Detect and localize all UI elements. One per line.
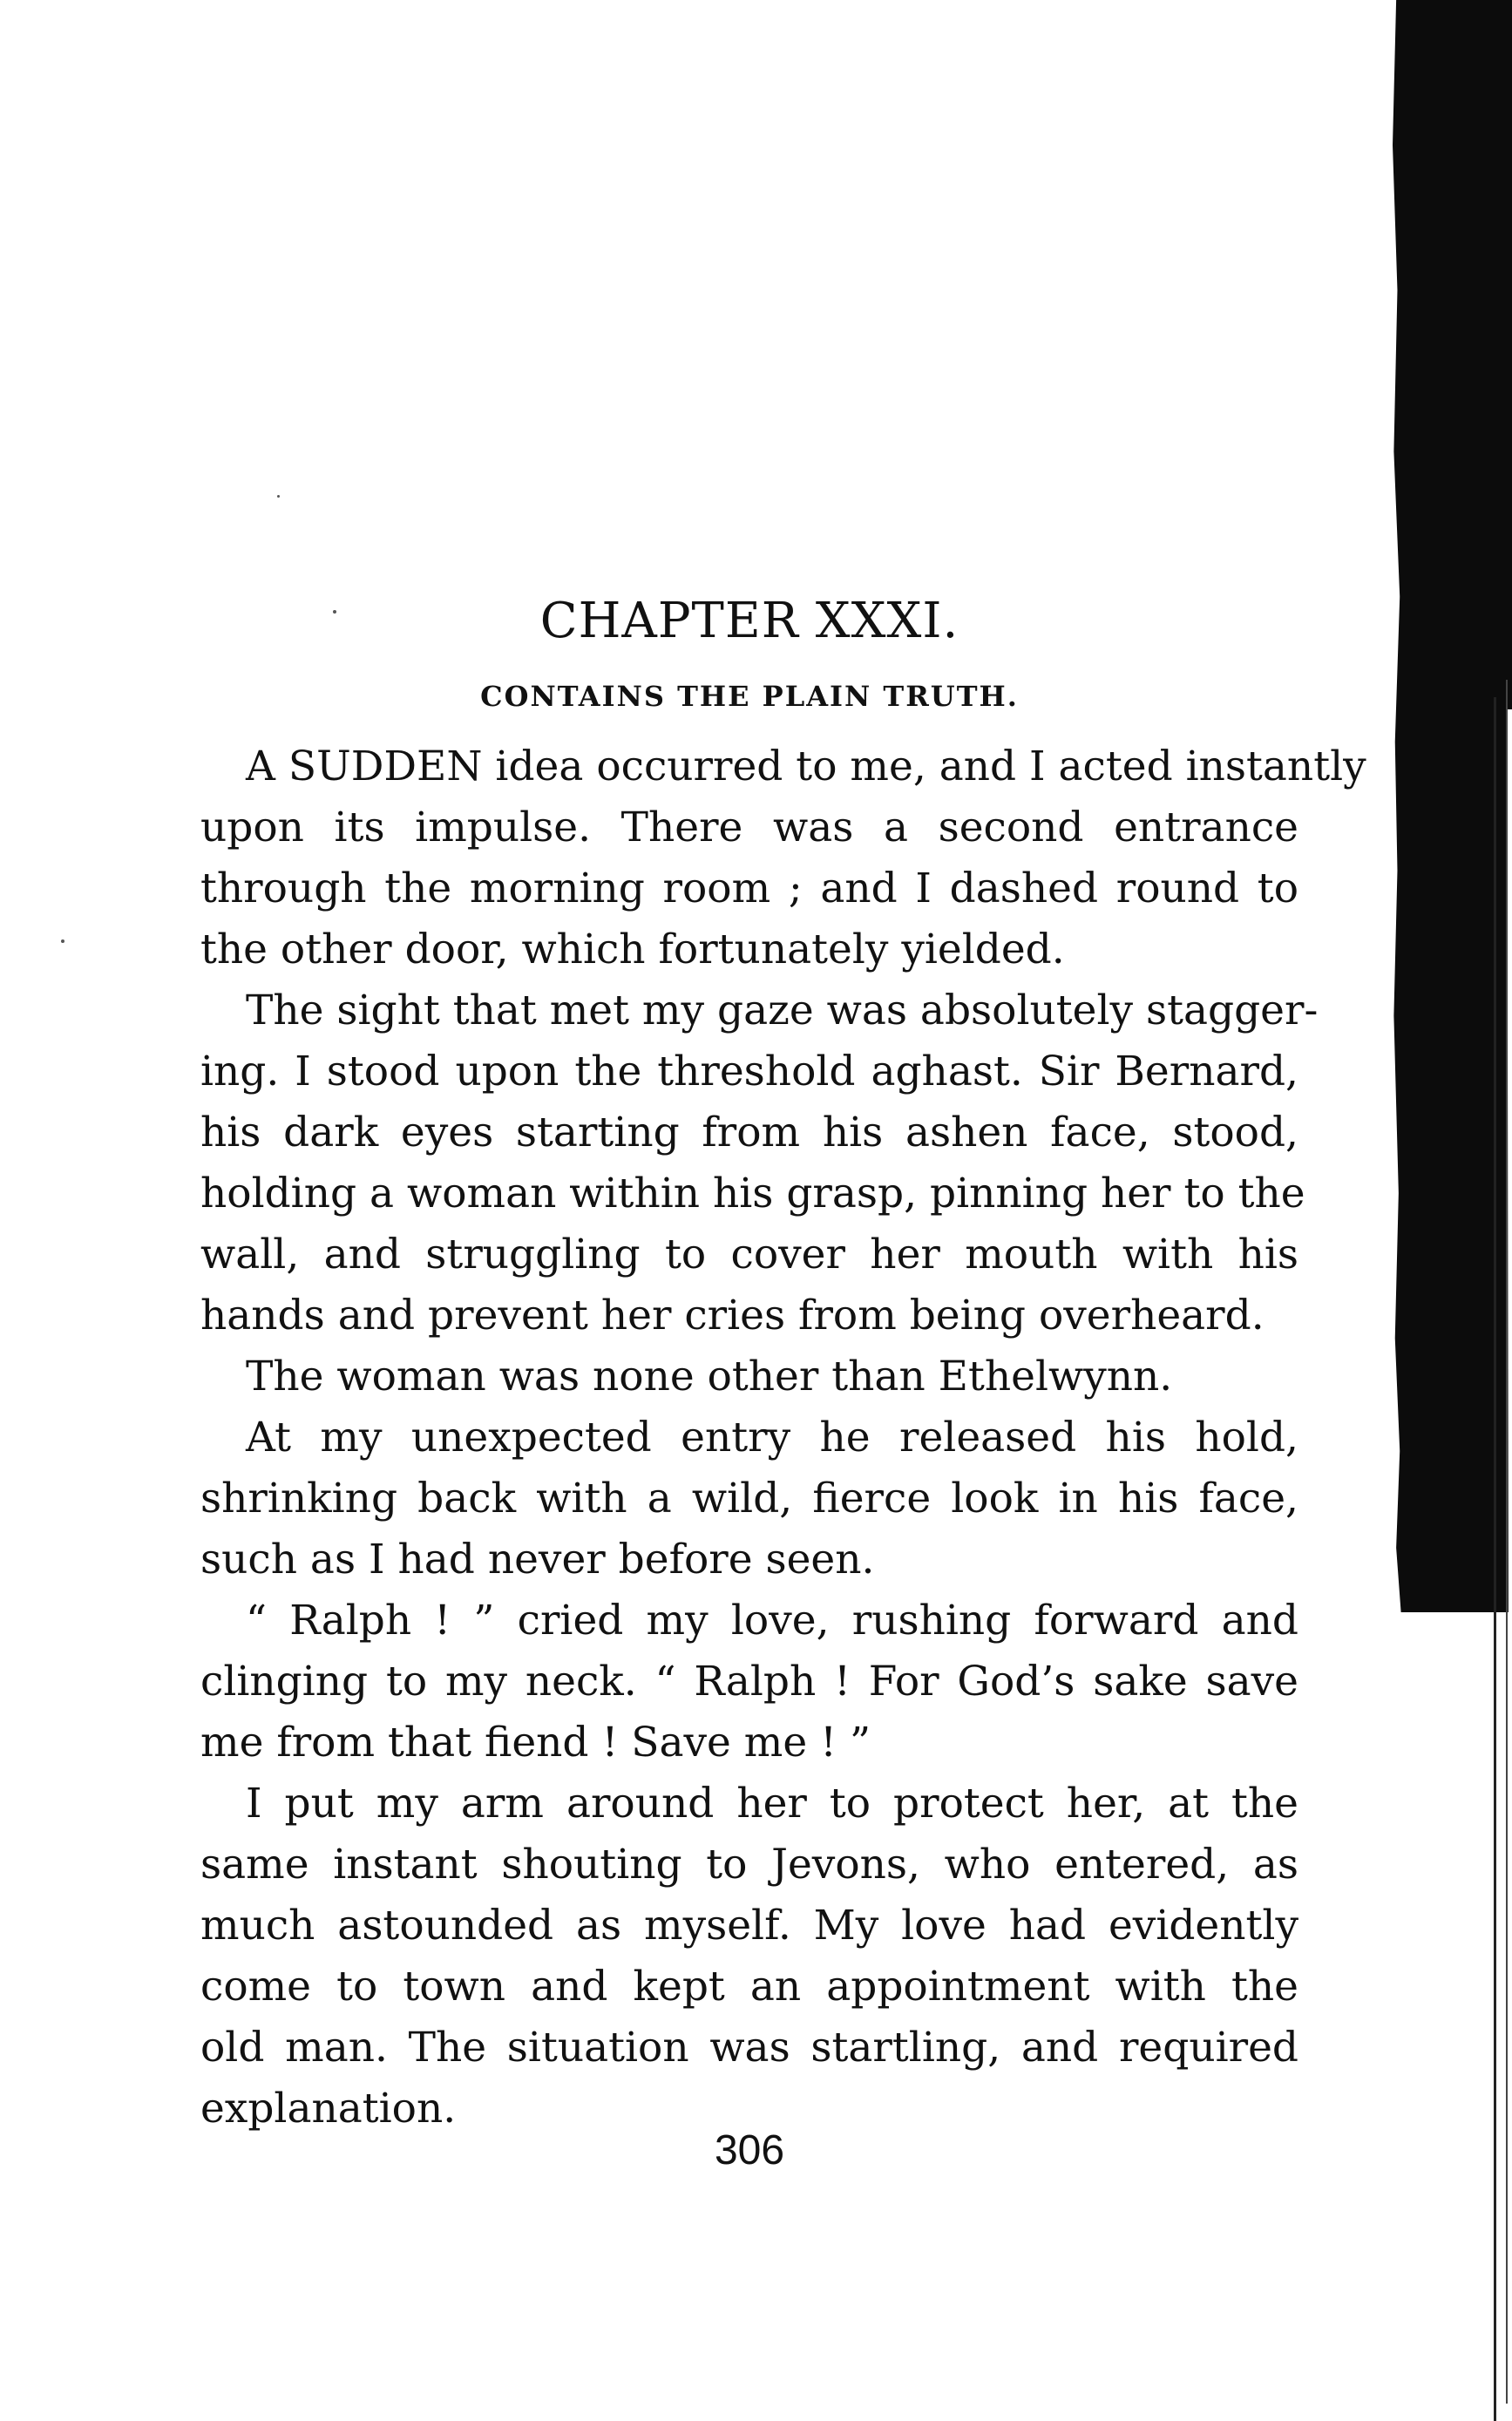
- text-line: such as I had never before seen.: [200, 1536, 875, 1583]
- text-line: old man. The situation was startling, and required: [200, 2024, 1298, 2072]
- page-edge-line: [1494, 697, 1496, 2421]
- text-line: much astounded as myself. My love had evidently: [200, 1902, 1298, 1950]
- text-line: upon its impulse. There was a second entrance: [200, 804, 1298, 851]
- text-line: wall, and struggling to cover her mouth with his: [200, 1231, 1298, 1278]
- text-line: explanation.: [200, 2085, 457, 2133]
- chapter-body: [200, 736, 1366, 2140]
- text-line: hands and prevent her cries from being overheard.: [200, 1292, 1265, 1339]
- scan-speck: [61, 939, 64, 943]
- text-line: The sight that met my gaze was absolutely stagger-: [246, 987, 1319, 1034]
- text-line: I put my arm around her to protect her, at the: [246, 1780, 1298, 1828]
- text-line: At my unexpected entry he released his hold,: [246, 1414, 1298, 1461]
- text-line: holding a woman within his grasp, pinning her to the: [200, 1170, 1305, 1217]
- text-line: ing. I stood upon the threshold aghast. Sir Bernard,: [200, 1048, 1298, 1095]
- text-line: the other door, which fortunately yielded.: [200, 926, 1065, 973]
- chapter-subtitle: CONTAINS THE PLAIN TRUTH.: [480, 680, 1019, 713]
- text-line: “ Ralph ! ” cried my love, rushing forward and: [246, 1597, 1298, 1645]
- chapter-title: CHAPTER XXXI.: [539, 593, 959, 649]
- page-number: 306: [714, 2127, 785, 2173]
- scan-speck: [277, 495, 280, 498]
- text-line: me from that fiend ! Save me ! ”: [200, 1719, 871, 1767]
- text-line: through the morning room ; and I dashed round to: [200, 865, 1298, 912]
- page-edge-line-thin: [1506, 680, 1508, 2404]
- text-line: shrinking back with a wild, fierce look in his face,: [200, 1475, 1298, 1522]
- text-line: his dark eyes starting from his ashen face, stood,: [200, 1109, 1298, 1156]
- text-line: A SUDDEN idea occurred to me, and I acted instantly: [246, 743, 1366, 790]
- text-line: clinging to my neck. “ Ralph ! For God’s sake save: [200, 1658, 1298, 1706]
- text-line: The woman was none other than Ethelwynn.: [246, 1353, 1173, 1400]
- text-line: same instant shouting to Jevons, who entered, as: [200, 1841, 1298, 1889]
- text-line: come to town and kept an appointment with the: [200, 1963, 1298, 2011]
